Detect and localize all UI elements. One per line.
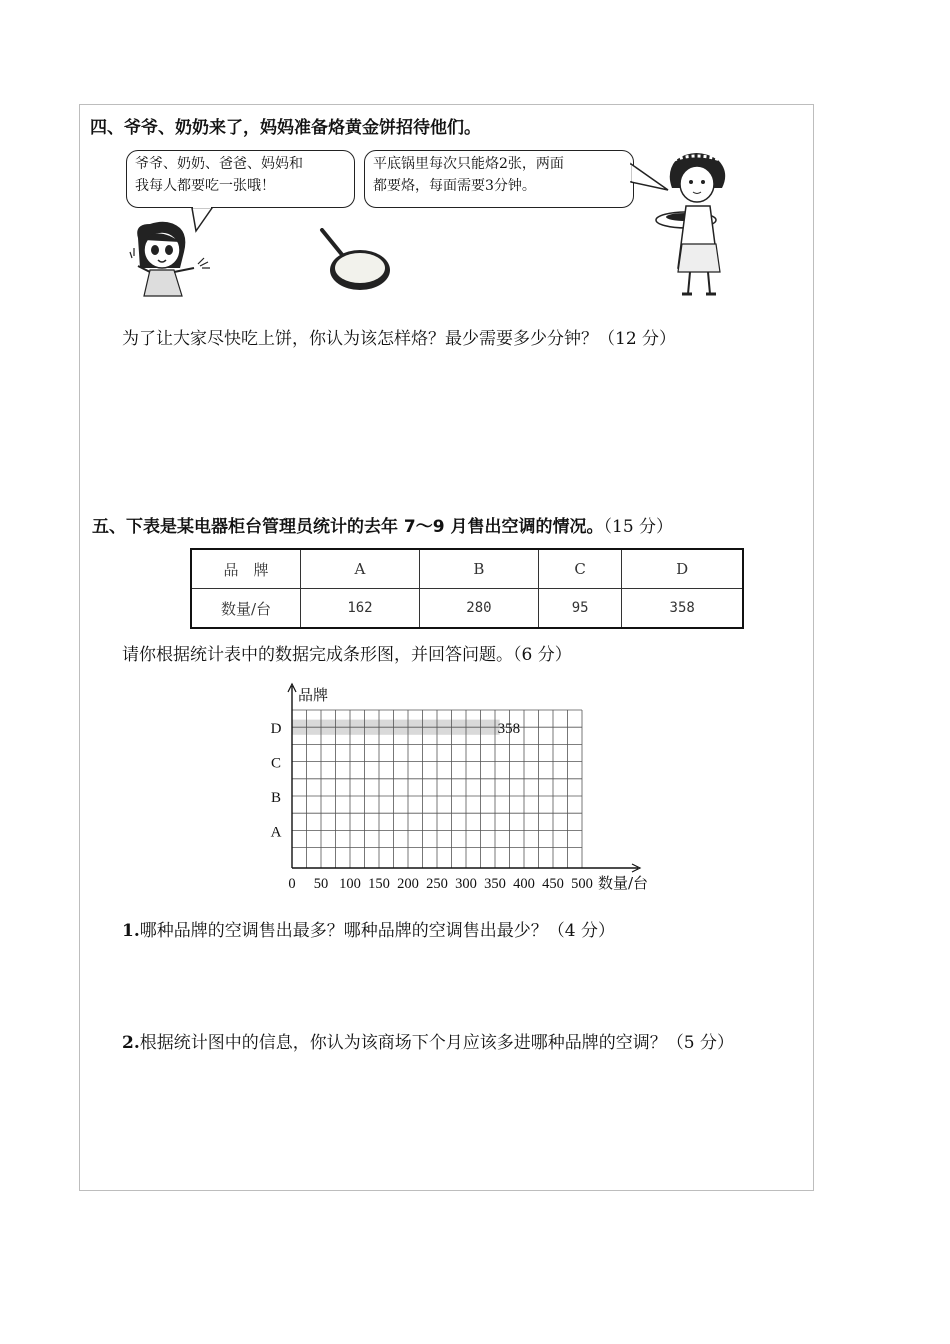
table-header-cell: 品 牌 xyxy=(191,549,301,589)
category-label: A xyxy=(270,824,282,841)
x-tick-label: 100 xyxy=(339,876,361,892)
section5-instruction: 请你根据统计表中的数据完成条形图，并回答问题。（6 分） xyxy=(122,645,572,665)
bubble-girl-line2: 我每人都要吃一张哦！ xyxy=(135,178,275,194)
q1-number: 1. xyxy=(122,921,140,941)
x-axis-label: 数量/台 xyxy=(598,874,649,892)
q2-text: 根据统计图中的信息，你认为该商场下个月应该多进哪种品牌的空调？（5 分） xyxy=(139,1033,734,1053)
x-tick-label: 500 xyxy=(571,876,593,892)
x-tick-label: 0 xyxy=(288,876,296,892)
bubble-mom-line1: 平底锅里每次只能烙2张，两面 xyxy=(373,156,564,172)
section4-question xyxy=(122,324,676,349)
x-tick-label: 250 xyxy=(426,876,448,892)
speech-bubble-mom xyxy=(364,150,634,208)
section5-q2 xyxy=(122,1028,734,1053)
bar-chart xyxy=(260,676,680,898)
q1-text: 哪种品牌的空调售出最多？哪种品牌的空调售出最少？（4 分） xyxy=(139,921,615,941)
x-tick-label: 200 xyxy=(397,876,419,892)
table-row xyxy=(191,589,743,629)
section5-title xyxy=(92,512,673,537)
x-tick-label: 400 xyxy=(513,876,535,892)
x-tick-label: 50 xyxy=(313,876,329,892)
table-header-cell: C xyxy=(538,549,621,589)
section5-title-text: 五、下表是某电器柜台管理员统计的去年 7～9 月售出空调的情况。 xyxy=(92,517,604,537)
table-header-cell: D xyxy=(622,549,743,589)
frying-pan-icon xyxy=(318,228,396,294)
data-label: 358 xyxy=(497,721,521,738)
section5-title-points: （15 分） xyxy=(603,517,674,537)
x-tick-label: 450 xyxy=(542,876,564,892)
x-tick-label: 150 xyxy=(368,876,390,892)
x-tick-label: 300 xyxy=(455,876,477,892)
section4-title: 四、爷爷、奶奶来了，妈妈准备烙黄金饼招待他们。 xyxy=(90,118,481,138)
speech-bubble-girl xyxy=(126,150,355,208)
sales-table xyxy=(190,548,744,629)
table-cell: 358 xyxy=(622,589,743,629)
table-cell: 95 xyxy=(538,589,621,629)
table-header-cell: B xyxy=(419,549,538,589)
section4-question-points: （12 分） xyxy=(598,329,677,349)
table-cell: 162 xyxy=(301,589,420,629)
bubble-mom-line2: 都要烙，每面需要3分钟。 xyxy=(373,178,536,194)
y-axis-label: 品牌 xyxy=(298,686,329,704)
category-label: D xyxy=(270,721,282,738)
x-tick-label: 350 xyxy=(484,876,506,892)
category-label: C xyxy=(270,755,282,772)
table-cell: 280 xyxy=(419,589,538,629)
table-header-cell: A xyxy=(301,549,420,589)
girl-illustration xyxy=(128,218,224,298)
mom-illustration xyxy=(652,148,742,298)
category-label: B xyxy=(270,790,282,806)
table-cell: 数量/台 xyxy=(191,589,301,629)
q2-number: 2. xyxy=(122,1033,140,1053)
section4-question-text: 为了让大家尽快吃上饼，你认为该怎样烙？最少需要多少分钟？ xyxy=(122,329,598,349)
table-row xyxy=(191,549,743,589)
bubble-girl-line1: 爷爷、奶奶、爸爸、妈妈和 xyxy=(135,156,303,172)
section5-q1 xyxy=(122,916,615,941)
